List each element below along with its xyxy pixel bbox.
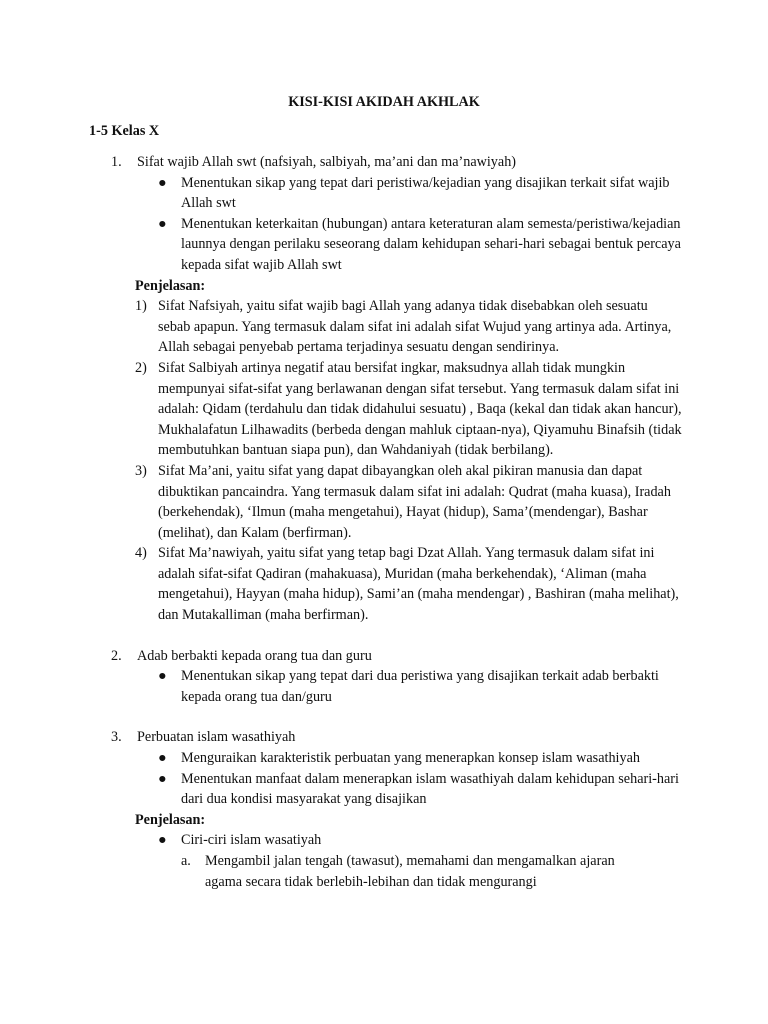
list-item <box>0 748 768 769</box>
section-number: 3. <box>111 729 122 746</box>
bullet-text: Ciri-ciri islam wasatiyah <box>181 832 322 849</box>
bullet-icon: ● <box>158 770 167 787</box>
bullet-icon: ● <box>158 174 167 191</box>
bullet-text: Menentukan sikap yang tepat dari peristiwa/kejadian yang disajikan terkait sifat wajib Allah swt <box>181 174 670 212</box>
bullet-text: Menguraikan karakteristik perbuatan yang menerapkan konsep islam wasathiyah <box>181 750 640 767</box>
point-text: Sifat Ma’ani, yaitu sifat yang dapat dibayangkan oleh akal pikiran manusia dan dapat dibuktikan pancaindra. Yang termasuk dalam sifat ini adalah: Qudrat (maha kuasa), Iradah (berkehendak), ‘Ilmun (maha mengetahui), Hayat (hidup), Sama’(mendengar), Bashar (melihat), dan Kalam (berfirman). <box>158 462 671 541</box>
list-item <box>0 666 768 707</box>
point-number: 1) <box>135 298 147 315</box>
bullet-icon: ● <box>158 750 167 767</box>
section-3-heading <box>0 727 768 748</box>
penjelasan-label: Penjelasan: <box>135 277 206 294</box>
point-number: 4) <box>135 545 147 562</box>
list-item <box>0 769 768 810</box>
bullet-icon: ● <box>158 668 167 685</box>
point-text: Sifat Salbiyah artinya negatif atau bersifat ingkar, maksudnya allah tidak mungkin mempunyai sifat-sifat yang berlawanan dengan sifat tersebut. Yang termasuk dalam sifat ini adalah: Qidam (terdahulu dan tidak didahului sesuatu) , Baqa (kekal dan tidak akan hancur), Mukhalafatun Lilhawadits (berbeda dengan mahluk ciptaan-nya), Qiyamuhu Binafsih (tidak membutuhkan bantuan siapa pun), dan Wahdaniyah (tidak berbilang). <box>158 359 682 459</box>
alpha-label: a. <box>181 853 191 869</box>
point-text: Sifat Ma’nawiyah, yaitu sifat yang tetap bagi Dzat Allah. Yang termasuk dalam sifat ini adalah sifat-sifat Qadiran (mahakuasa), Muridan (maha berkehendak), ‘Aliman (maha mengetahui), Hayyan (maha hidup), Sami’an (maha mendengar) , Bashiran (maha melihat), dan Mutakalliman (maha berfirman). <box>158 545 679 624</box>
section-heading: Sifat wajib Allah swt (nafsiyah, salbiyah, ma’ani dan ma’nawiyah) <box>137 154 517 170</box>
list-item <box>0 173 768 214</box>
document-subtitle: 1-5 Kelas X <box>89 123 160 139</box>
point-number: 2) <box>135 359 147 376</box>
bullet-text: Menentukan sikap yang tepat dari dua peristiwa yang disajikan terkait adab berbakti kepada orang tua dan/guru <box>181 668 659 705</box>
penjelasan-label: Penjelasan: <box>135 811 206 828</box>
bullet-icon: ● <box>158 832 167 849</box>
bullet-text: Menentukan keterkaitan (hubungan) antara keteraturan alam semesta/peristiwa/kejadian launnya dengan perilaku seseorang dalam kehidupan sehari-hari sebagai bentuk percaya kepada sifat wajib Allah swt <box>181 215 681 273</box>
section-number: 2. <box>111 647 122 664</box>
document-title: KISI-KISI AKIDAH AKHLAK <box>288 94 480 110</box>
section-1-heading <box>0 152 768 173</box>
bullet-icon: ● <box>158 215 167 232</box>
list-item <box>0 358 768 461</box>
point-text: Sifat Nafsiyah, yaitu sifat wajib bagi Allah yang adanya tidak disebabkan oleh sesuatu sebab apapun. Yang termasuk dalam sifat ini adalah sifat Wujud yang artinya ada. Artinya, Allah sebagai penyebab pertama terjadinya sesuatu dengan sendirinya. <box>158 298 672 356</box>
list-item <box>0 543 768 625</box>
section-heading: Adab berbakti kepada orang tua dan guru <box>137 647 372 664</box>
list-item <box>0 461 768 543</box>
document-body <box>0 152 768 892</box>
point-number: 3) <box>135 462 147 479</box>
list-item <box>0 296 768 358</box>
section-number: 1. <box>111 154 122 170</box>
bullet-text: Menentukan manfaat dalam menerapkan islam wasathiyah dalam kehidupan sehari-hari dari dua kondisi masyarakat yang disajikan <box>181 770 679 808</box>
list-item <box>0 830 768 851</box>
alpha-text: Mengambil jalan tengah (tawasut), memahami dan mengamalkan ajaran agama secara tidak berlebih-lebihan dan tidak mengurangi <box>205 853 615 890</box>
section-heading: Perbuatan islam wasathiyah <box>137 729 296 746</box>
list-item <box>0 851 768 892</box>
list-item <box>0 214 768 276</box>
section-2-heading <box>0 646 768 667</box>
